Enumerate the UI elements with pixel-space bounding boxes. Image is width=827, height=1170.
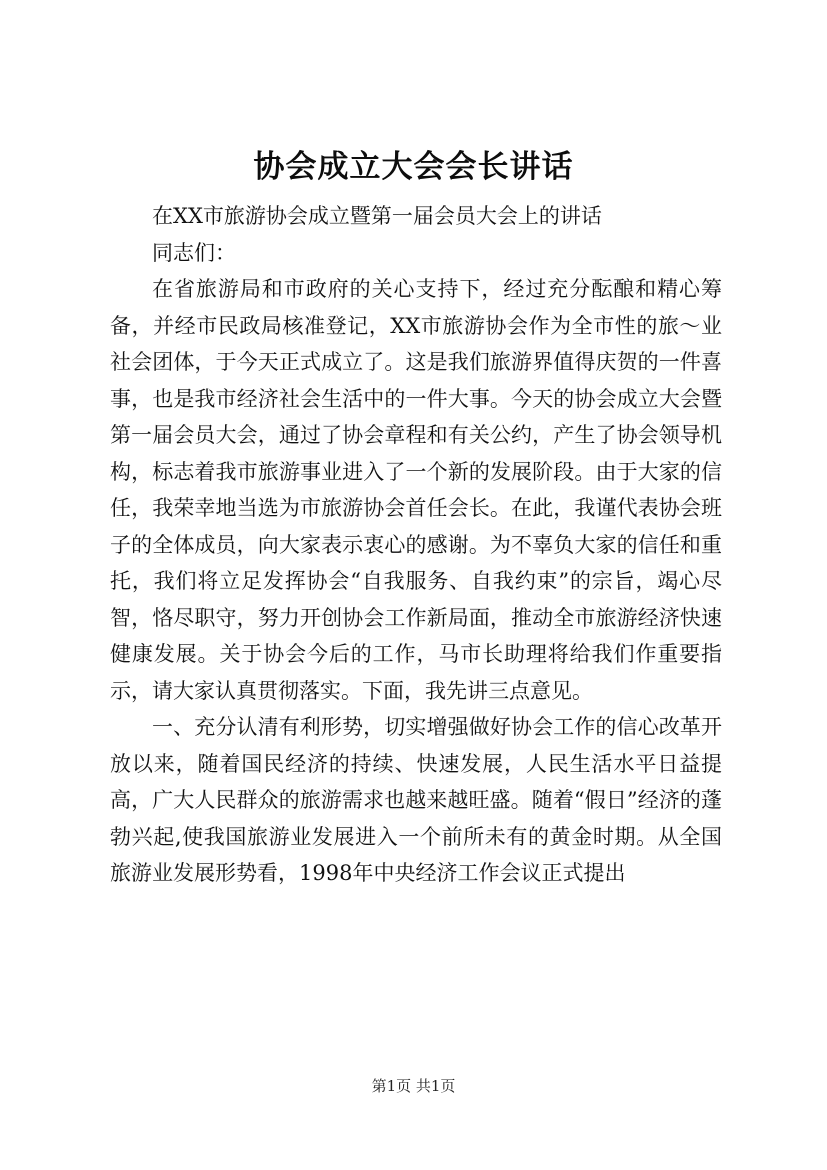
document-title: 协会成立大会会长讲话 [253, 149, 574, 185]
page-footer: 第1页 共1页 [371, 1077, 456, 1095]
document-body [110, 198, 722, 892]
paragraph-1: 在省旅游局和市政府的关心支持下，经过充分酝酿和精心筹备，并经市民政局核准登记，XX市旅游协会作为全市性的旅～业社会团体，于今天正式成立了。这是我们旅游界值得庆贺的一件喜事，也是我市经济社会生活中的一件大事。今天的协会成立大会暨第一届会员大会，通过了协会章程和有关公约，产生了协会领导机构，标志着我市旅游事业进入了一个新的发展阶段。由于大家的信任，我荣幸地当选为市旅游协会首任会长。在此，我谨代表协会班子的全体成员，向大家表示衷心的感谢。为不辜负大家的信任和重托，我们将立足发挥协会“自我服务、自我约束”的宗旨，竭心尽智，恪尽职守，努力开创协会工作新局面，推动全市旅游经济快速健康发展。关于协会今后的工作，马市长助理将给我们作重要指示，请大家认真贯彻落实。下面，我先讲三点意见。 [110, 277, 722, 703]
document-subtitle: 在XX市旅游协会成立暨第一届会员大会上的讲话 [152, 204, 602, 228]
salutation: 同志们： [152, 240, 236, 265]
paragraph-2: 一、充分认清有利形势，切实增强做好协会工作的信心改革开放以来，随着国民经济的持续、快速发展，人民生活水平日益提高，广大人民群众的旅游需求也越来越旺盛。随着“假日”经济的蓬勃兴起,使我国旅游业发展进入一个前所未有的黄金时期。从全国旅游业发展形势看，1998年中央经济工作会议正式提出 [110, 715, 722, 885]
